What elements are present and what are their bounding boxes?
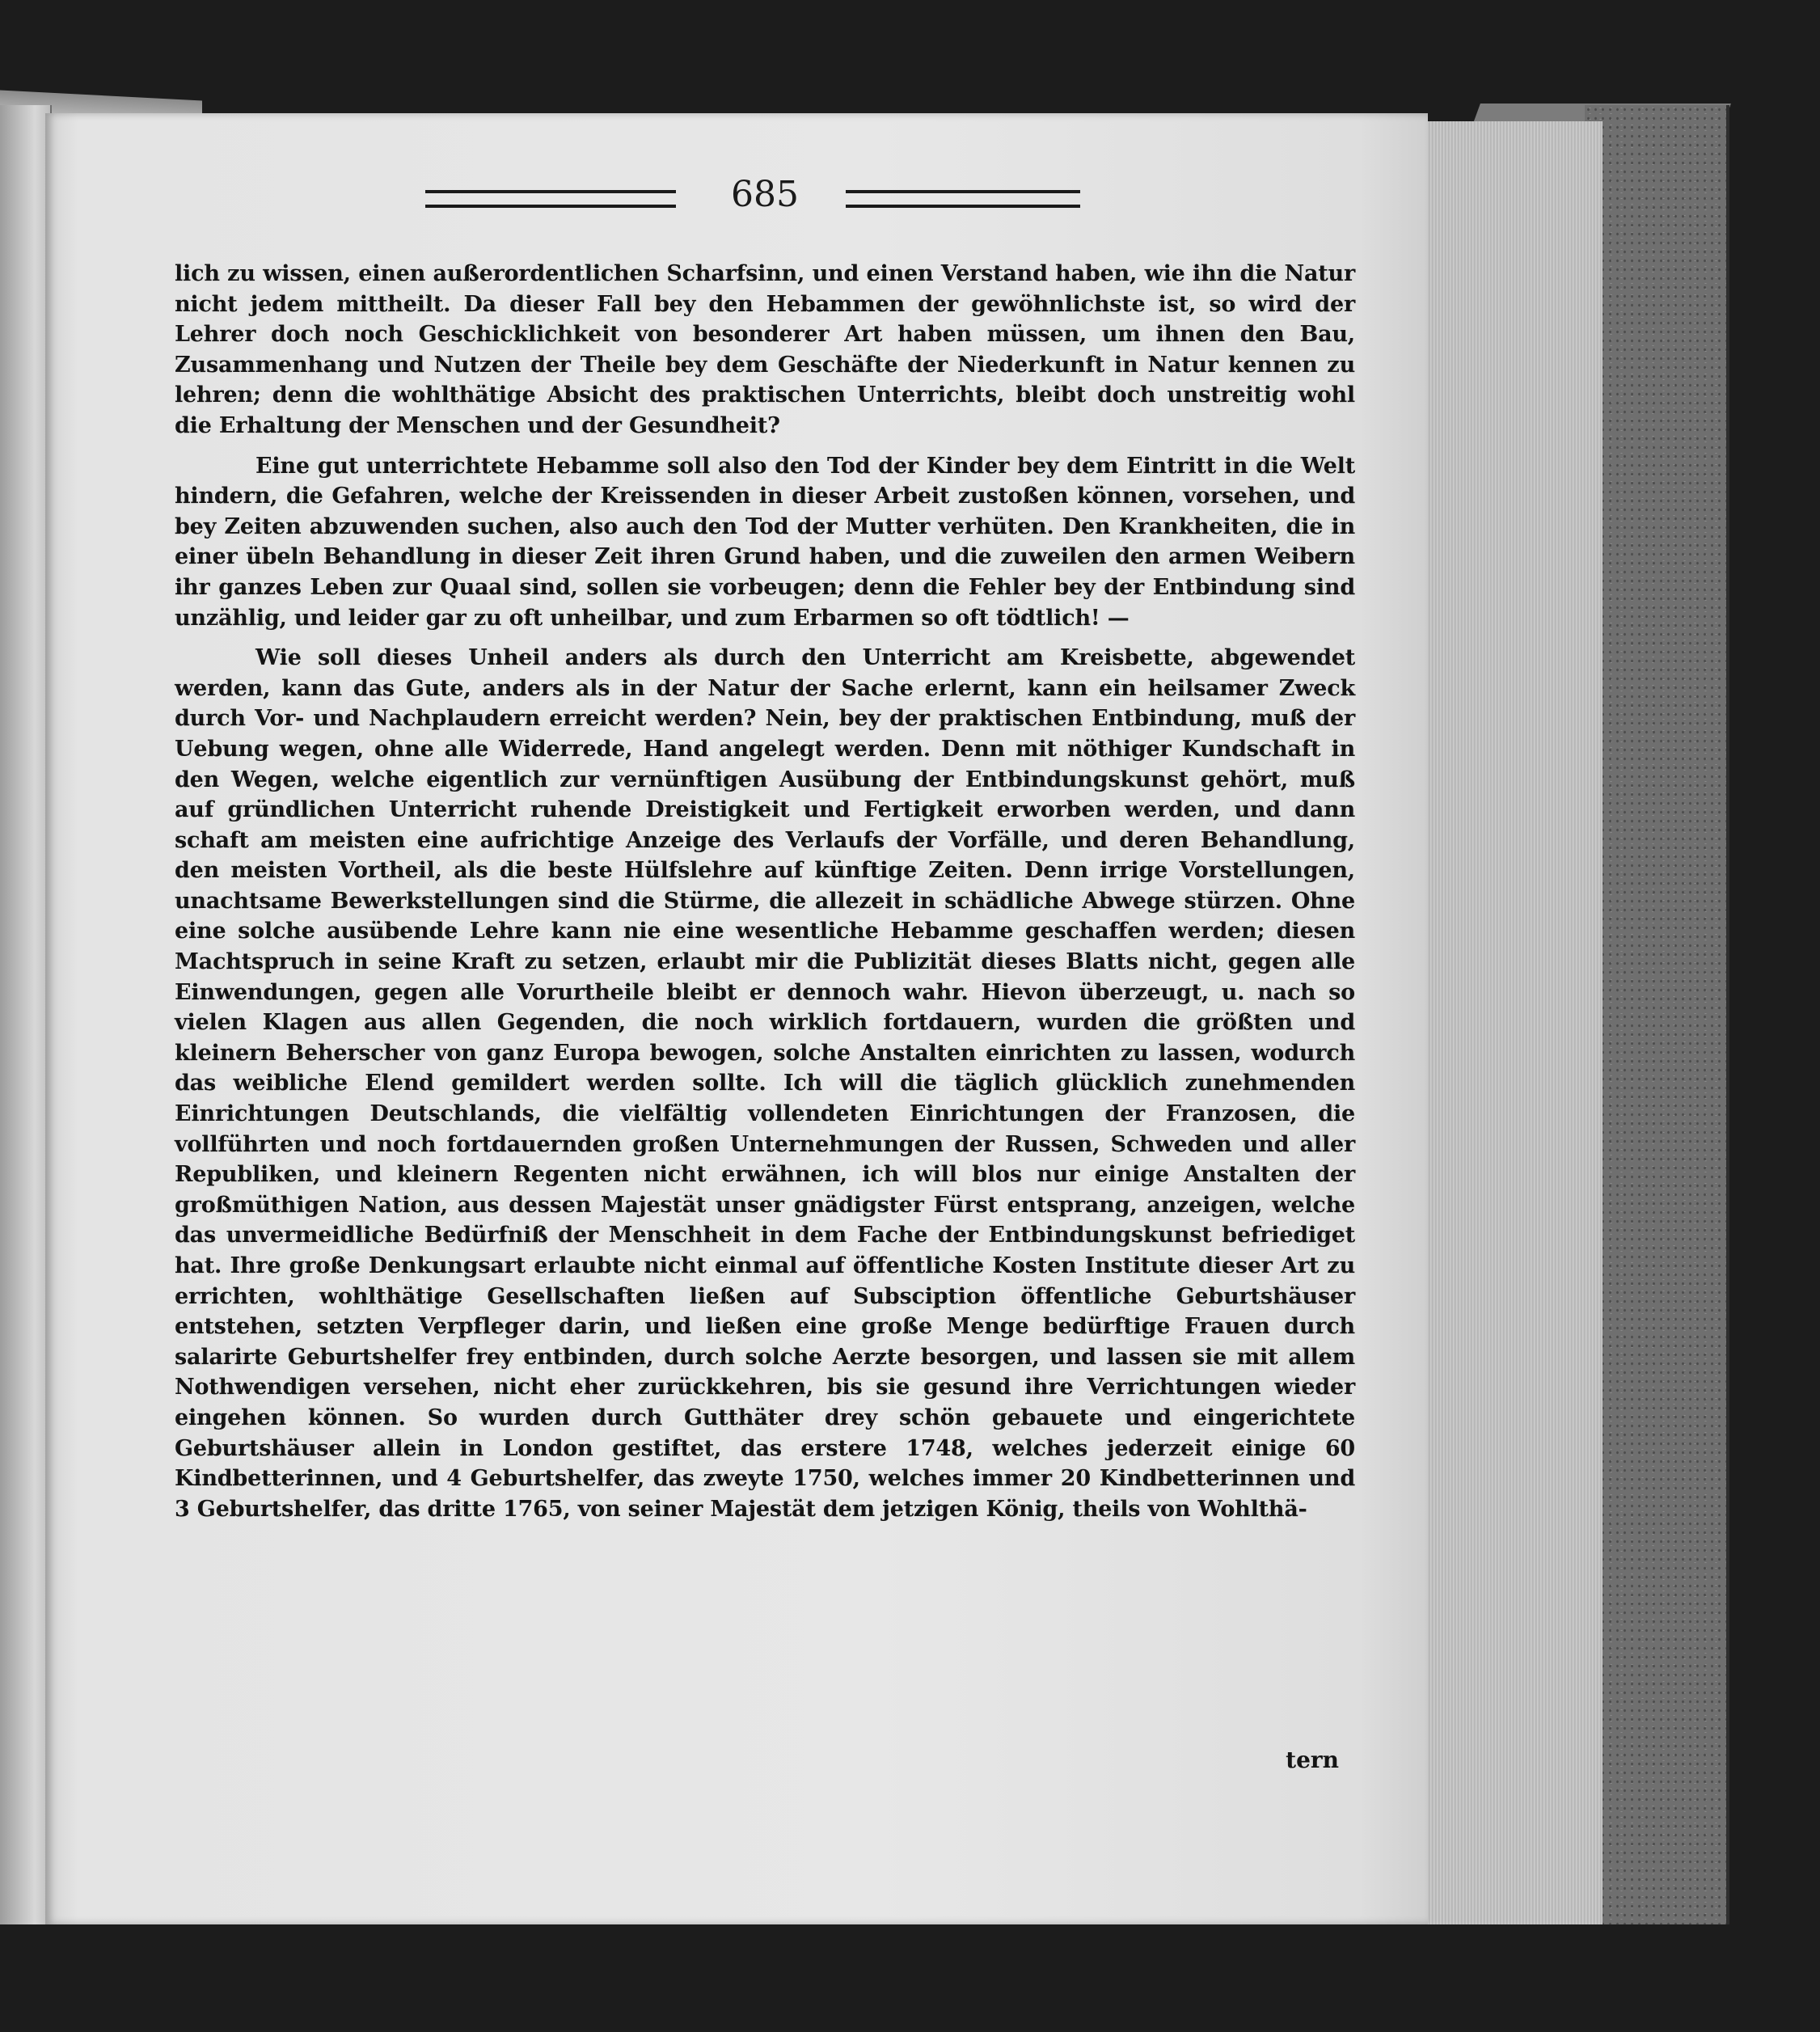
header-rule-right (846, 190, 1080, 208)
page-header (425, 174, 1072, 222)
catchword: tern (1286, 1747, 1339, 1773)
book-page (45, 113, 1428, 1924)
page-block-fore-edge (1407, 121, 1603, 1924)
header-rule-left (425, 190, 676, 208)
paragraph-1: lich zu wissen, einen außerordentlichen Scharfsinn, und einen Verstand haben, wie ihn die Natur nicht jedem mittheilt. Da dieser Fall bey den Hebammen der gewöhnlichste ist, so wird der Lehrer doch noch Geschicklichkeit von besonderer Art haben müssen, um ihnen den Bau, Zusammenhang und Nutzen der Theile bey dem Geschäfte der Niederkunft in Natur kennen zu lehren; denn die wohlthätige Absicht des praktischen Unterrichts, bleibt doch unstreitig wohl die Erhaltung der Menschen und der Gesundheit? (175, 261, 1355, 438)
book-cover (1585, 105, 1729, 1924)
previous-page-edge (0, 105, 52, 1924)
page-number: 685 (731, 174, 799, 215)
paragraph-2: Eine gut unterrichtete Hebamme soll also den Tod der Kinder bey dem Eintritt in die Welt hindern, die Gefahren, welche der Kreissenden in dieser Arbeit zustoßen können, vorsehen, und bey Zeiten abzuwenden suchen, also auch den Tod der Mutter verhüten. Den Krankheiten, die in einer übeln Behandlung in dieser Zeit ihren Grund haben, und die zuweilen den armen Weibern ihr ganzes Leben zur Quaal sind, sollen sie vorbeugen; denn die Fehler bey der Entbindung sind unzählig, und leider gar zu oft unheilbar, und zum Erbarmen so oft tödtlich! — (175, 453, 1355, 631)
page-body (175, 259, 1355, 1524)
paragraph-3: Wie soll dieses Unheil anders als durch den Unterricht am Kreisbette, abgewendet werden, kann das Gute, anders als in der Natur der Sache erlernt, kann ein heilsamer Zweck durch Vor- und Nachplaudern erreicht werden? Nein, bey der praktischen Entbindung, muß der Uebung wegen, ohne alle Widerrede, Hand angelegt werden. Denn mit nöthiger Kundschaft in den Wegen, welche eigentlich zur vernünftigen Ausübung der Entbindungskunst gehört, muß auf gründlichen Unterricht ruhende Dreistigkeit und Fertigkeit erworben werden, und dann schaft am meisten eine aufrichtige Anzeige des Verlaufs der Vorfälle, und deren Behandlung, den meisten Vortheil, als die beste Hülfslehre auf künftige Zeiten. Denn irrige Vorstellungen, unachtsame Bewerkstellungen sind die Stürme, die allezeit in schädliche Abwege stürzen. Ohne eine solche ausübende Lehre kann nie eine wesentliche Hebamme geschaffen werden; diesen Machtspruch in seine Kraft zu setzen, erlaubt mir die Publizität dieses Blatts nicht, gegen alle Einwendungen, gegen alle Vorurtheile bleibt er dennoch wahr. Hievon überzeugt, u. nach so vielen Klagen aus allen Gegenden, die noch wirklich fortdauern, wurden die größten und kleinern Beherscher von ganz Europa bewogen, solche Anstalten einrichten zu lassen, wodurch das weibliche Elend gemildert werden sollte. Ich will die täglich glücklich zunehmenden Einrichtungen Deutschlands, die vielfältig vollendeten Einrichtungen der Franzosen, die vollführten und noch fortdauernden großen Unternehmungen der Russen, Schweden und aller Republiken, und kleinern Regenten nicht erwähnen, ich will blos nur einige Anstalten der großmüthigen Nation, aus dessen Majestät unser gnädigster Fürst entsprang, anzeigen, welche das unvermeidliche Bedürfniß der Menschheit in dem Fache der Entbindungskunst befriediget hat. Ihre große Denkungsart erlaubte nicht einmal auf öffentliche Kosten Institute dieser Art zu errichten, wohlthätige Gesellschaften ließen auf Subsciption öffentliche Geburtshäuser entstehen, setzten Verpfleger darin, und ließen eine große Menge bedürftige Frauen durch salarirte Geburtshelfer frey entbinden, durch solche Aerzte besorgen, und lassen sie mit allem Nothwendigen versehen, nicht eher zurückkehren, bis sie gesund ihre Verrichtungen wieder eingehen können. So wurden durch Gutthäter drey schön gebauete und eingerichtete Geburtshäuser allein in London gestiftet, das erstere 1748, welches jederzeit einige 60 Kindbetterinnen, und 4 Geburtshelfer, das zweyte 1750, welches immer 20 Kindbetterinnen und 3 Geburtshelfer, das dritte 1765, von seiner Majestät dem jetzigen König, theils von Wohlthä- (175, 645, 1355, 1522)
